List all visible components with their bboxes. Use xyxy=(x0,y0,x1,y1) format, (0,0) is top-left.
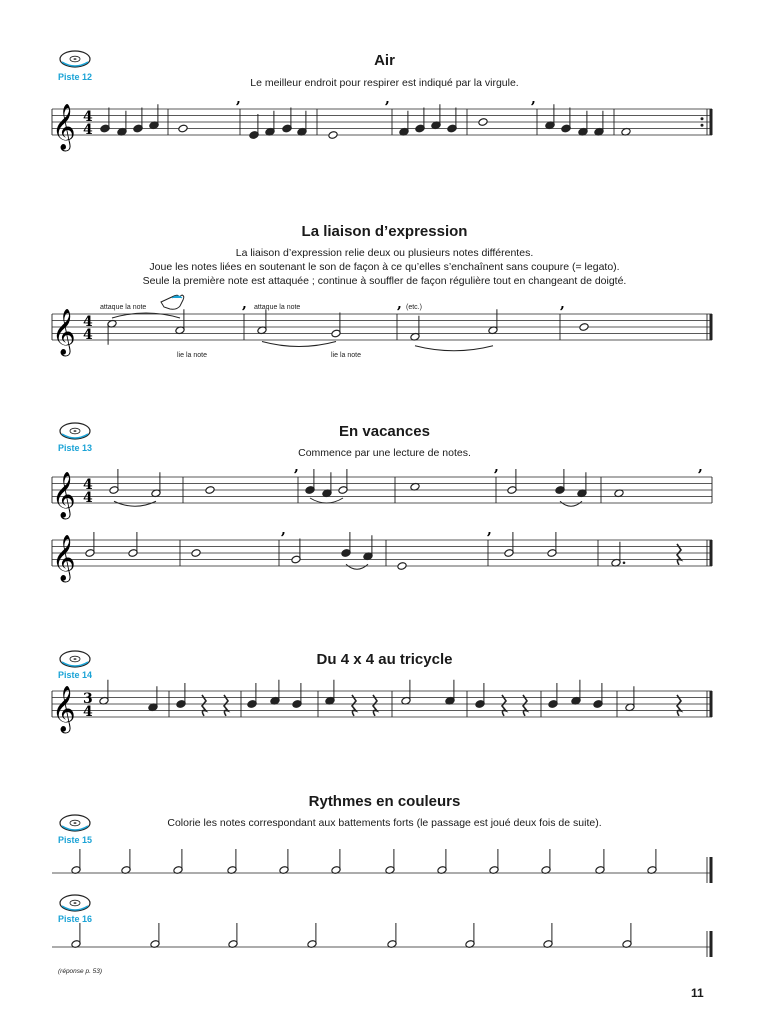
time-signature-top: 4 xyxy=(83,314,93,330)
time-signature-top: 3 xyxy=(83,691,93,707)
final-bar-thick xyxy=(710,540,713,566)
page-number: 11 xyxy=(691,986,704,1000)
quarter-rest xyxy=(202,695,206,716)
breath-mark-icon: , xyxy=(242,296,247,312)
breath-mark-icon: , xyxy=(698,459,703,475)
time-signature-bottom: 4 xyxy=(83,122,93,138)
time-signature-top: 4 xyxy=(83,109,93,125)
final-bar-thick xyxy=(710,857,713,883)
section-description: Le meilleur endroit pour respirer est indiqué par la virgule. xyxy=(250,77,519,89)
piste-label: Piste 12 xyxy=(58,72,93,82)
time-signature-bottom: 4 xyxy=(83,490,93,506)
section-title: Air xyxy=(374,52,395,69)
breath-mark-icon: , xyxy=(494,459,499,475)
section-title: Rythmes en couleurs xyxy=(308,793,461,810)
piste-label: Piste 14 xyxy=(58,670,93,680)
note-head xyxy=(205,486,215,495)
section-description: Joue les notes liées en soutenant le son de façon à ce qu’elles s’enchaînent sans coupure (= legato). xyxy=(149,261,620,273)
note-head xyxy=(191,549,201,558)
breath-mark-icon: , xyxy=(294,459,299,475)
annotation: attaque la note xyxy=(100,304,147,311)
breath-mark-icon: , xyxy=(397,296,402,312)
annotation: (etc.) xyxy=(406,304,422,311)
quarter-rest xyxy=(502,695,506,716)
quarter-rest xyxy=(224,695,228,716)
slur xyxy=(560,501,582,506)
breath-mark-icon: , xyxy=(281,522,286,538)
time-signature-bottom: 4 xyxy=(83,704,93,720)
section-description: Colorie les notes correspondant aux battements forts (le passage est joué deux fois de suite). xyxy=(167,817,602,829)
annotation: attaque la note xyxy=(254,304,301,311)
breath-mark-icon: , xyxy=(531,91,536,107)
note-head xyxy=(328,131,338,140)
piste-label: Piste 16 xyxy=(58,914,93,924)
section-title: En vacances xyxy=(339,423,430,440)
section-title: Du 4 x 4 au tricycle xyxy=(316,651,453,668)
treble-clef-icon: 𝄞 xyxy=(52,309,76,355)
final-bar-thick xyxy=(710,691,713,717)
final-bar-thick xyxy=(710,931,713,957)
note-head xyxy=(397,562,407,571)
repeat-dot xyxy=(701,117,704,120)
breath-mark-icon: , xyxy=(487,522,492,538)
slur xyxy=(346,564,368,569)
piste-label: Piste 13 xyxy=(58,443,93,453)
quarter-rest xyxy=(677,695,681,716)
slur xyxy=(310,498,343,503)
annotation: lie la note xyxy=(331,352,361,359)
repeat-dot xyxy=(701,124,704,127)
breath-mark-icon: , xyxy=(236,91,241,107)
section-description: La liaison d’expression relie deux ou plusieurs notes différentes. xyxy=(235,247,534,259)
breath-mark-icon: , xyxy=(560,296,565,312)
footnote: (réponse p. 53) xyxy=(58,968,103,975)
note-head xyxy=(579,323,589,332)
treble-clef-icon: 𝄞 xyxy=(52,535,76,581)
treble-clef-icon: 𝄞 xyxy=(52,686,76,732)
breath-mark-icon: , xyxy=(385,91,390,107)
final-bar-thick xyxy=(710,109,713,135)
slur xyxy=(415,346,493,351)
slur xyxy=(262,342,336,347)
time-signature-top: 4 xyxy=(83,477,93,493)
quarter-rest xyxy=(352,695,356,716)
annotation: lie la note xyxy=(177,352,207,359)
section-title: La liaison d’expression xyxy=(301,223,468,240)
quarter-rest xyxy=(677,544,681,565)
note-head xyxy=(178,124,188,133)
quarter-rest xyxy=(373,695,377,716)
treble-clef-icon: 𝄞 xyxy=(52,472,76,518)
note-head xyxy=(478,118,488,127)
final-bar-thick xyxy=(710,314,713,340)
section-description: Seule la première note est attaquée ; continue à souffler de façon régulière tout en changeant de doigté. xyxy=(142,275,627,287)
time-signature-bottom: 4 xyxy=(83,327,93,343)
treble-clef-icon: 𝄞 xyxy=(52,104,76,150)
dot xyxy=(623,561,626,564)
quarter-rest xyxy=(523,695,527,716)
slur xyxy=(114,501,156,506)
piste-label: Piste 15 xyxy=(58,835,93,845)
section-description: Commence par une lecture de notes. xyxy=(298,447,471,459)
